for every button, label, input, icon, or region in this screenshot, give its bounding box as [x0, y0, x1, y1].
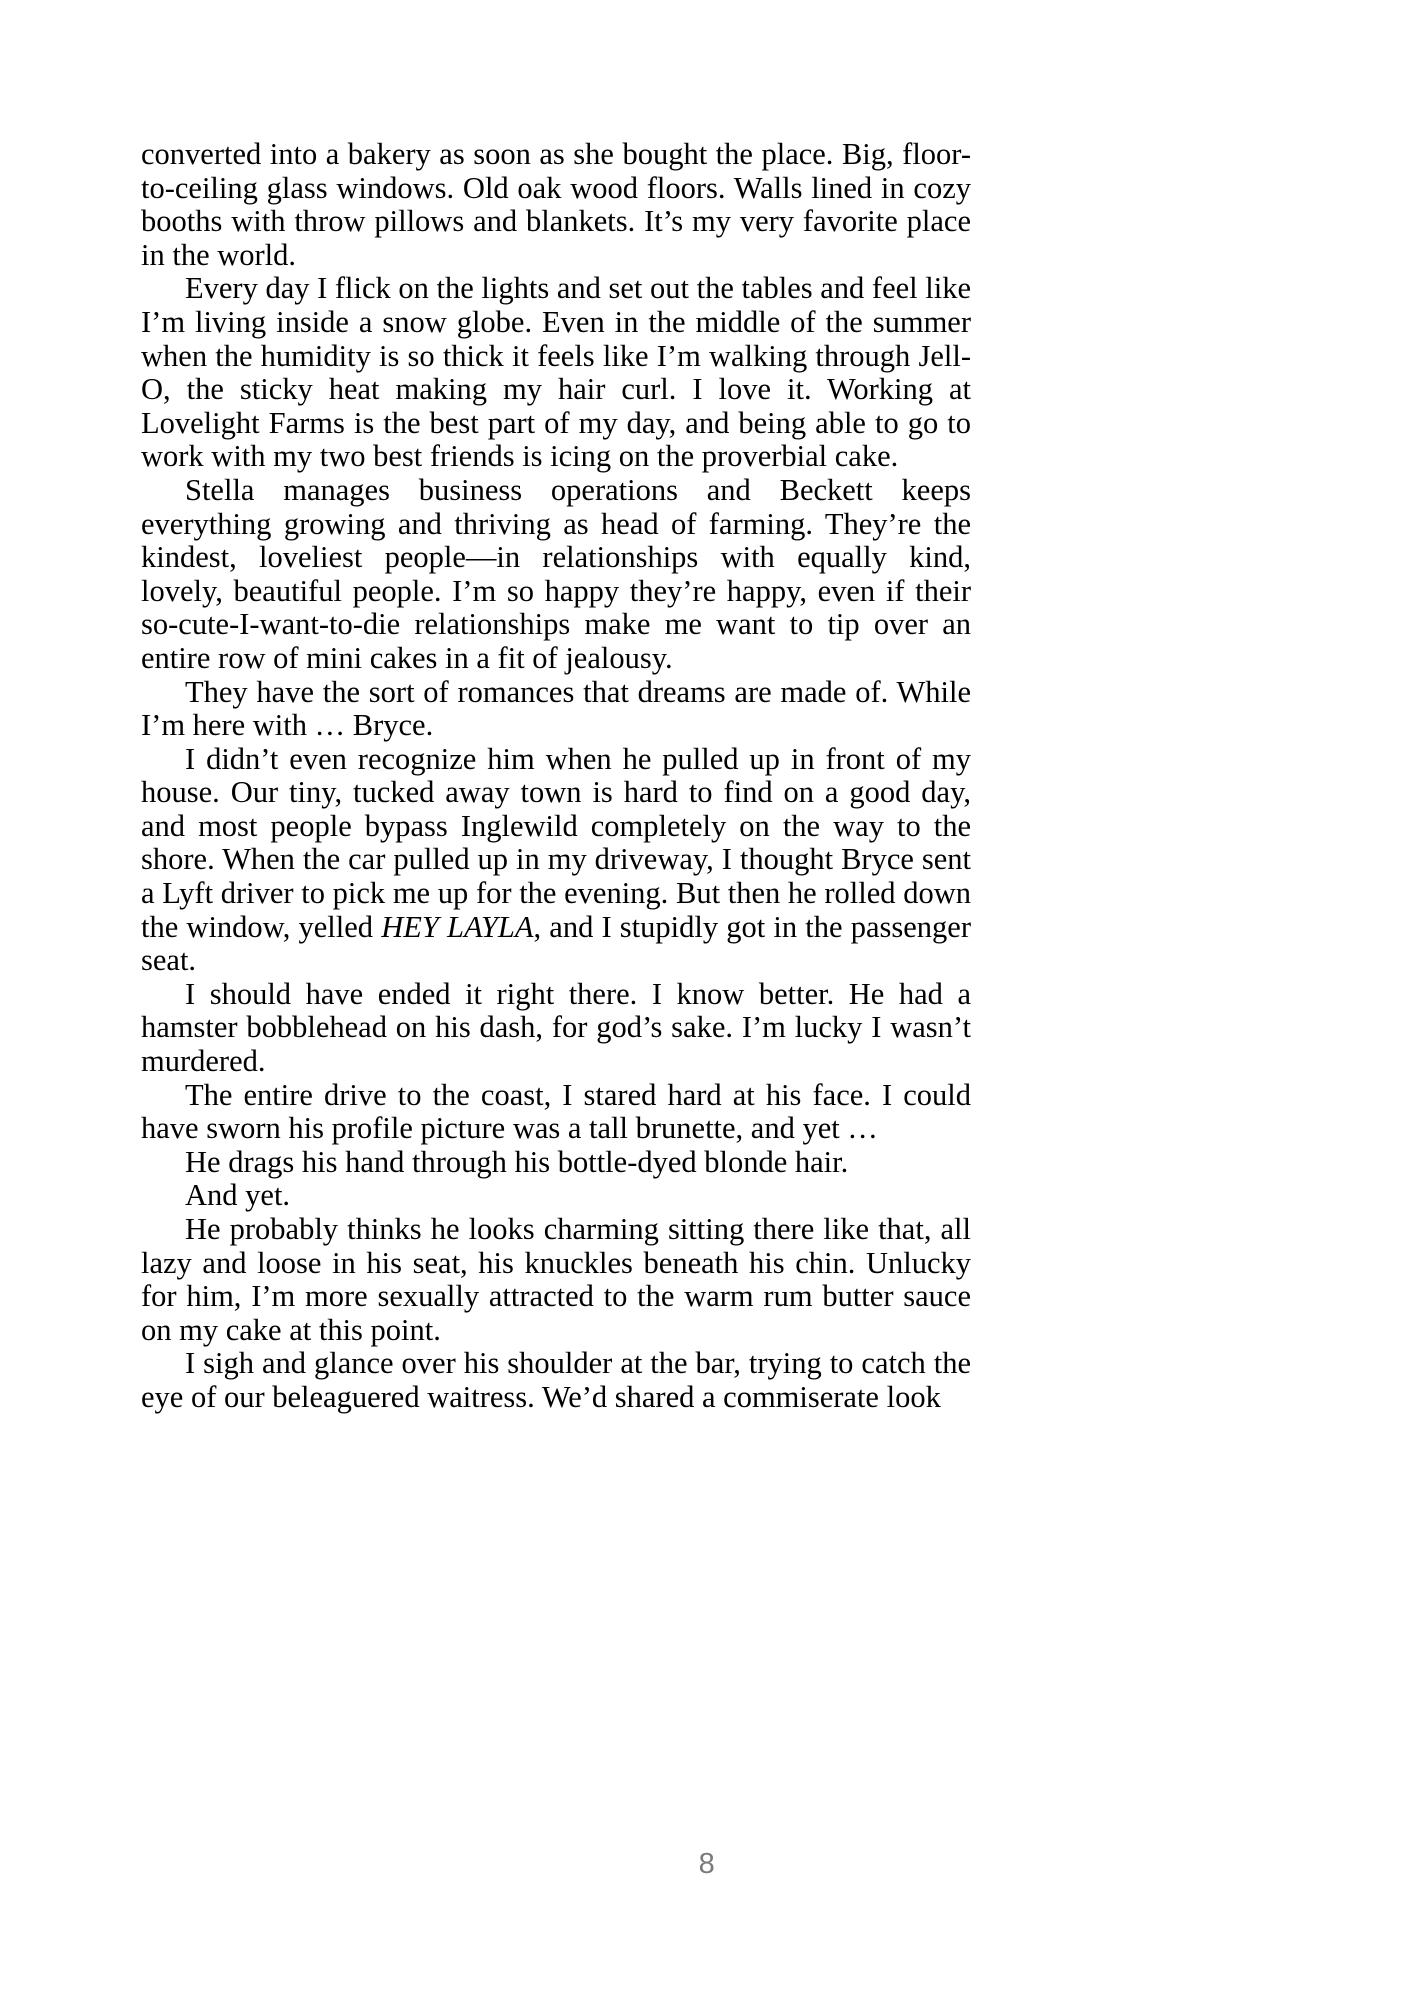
- paragraph-3: Stella manages business operations and Beckett keeps everything growing and thriving as head of farming. They’re the kindest, loveliest people—in relationships with equally kind, lovely, beautiful people. I’m so happy they’re happy, even if their so-cute-I-want-to-die relationships make me want to tip over an entire row of mini cakes in a fit of jealousy.: [141, 472, 971, 675]
- paragraph-2: Every day I flick on the lights and set out the tables and feel like I’m living inside a snow globe. Even in the middle of the summer when the humidity is so thick it feels like I’m walking through Jell-O, the sticky heat making my hair curl. I love it. Working at Lovelight Farms is the best part of my day, and being able to go to work with my two best friends is icing on the proverbial cake.: [141, 271, 971, 474]
- paragraph-7: The entire drive to the coast, I stared hard at his face. I could have sworn his profile picture was a tall brunette, and yet …: [141, 1077, 971, 1146]
- page-body-text: [141, 138, 971, 1415]
- paragraph-6: I should have ended it right there. I know better. He had a hamster bobblehead on his dash, for god’s sake. I’m lucky I wasn’t murdered.: [141, 976, 971, 1079]
- paragraph-5: [141, 743, 971, 978]
- paragraph-1: converted into a bakery as soon as she bought the place. Big, floor-to-ceiling glass windows. Old oak wood floors. Walls lined in cozy booths with throw pillows and blankets. It’s my very favorite place in the world.: [141, 137, 971, 272]
- paragraph-4: They have the sort of romances that dreams are made of. While I’m here with … Bryce.: [141, 674, 971, 743]
- paragraph-5-emphasis-hey-layla: HEY LAYLA: [381, 909, 534, 944]
- page-number: 8: [698, 1848, 716, 1880]
- paragraph-5-segment-3: , and I stupidly got in the passenger seat.: [141, 909, 971, 978]
- paragraph-5-segment-1: I didn’t even recognize him when he pulled up in front of my house. Our tiny, tucked away town is hard to find on a good day, and most people bypass Inglewild completely on the way to the shore. When the car pulled up in my driveway, I thought Bryce sent a Lyft driver to pick me up for the evening. But then he rolled down the window, yelled: [141, 741, 971, 944]
- paragraph-8: He drags his hand through his bottle-dyed blonde hair.: [185, 1144, 849, 1179]
- paragraph-10: He probably thinks he looks charming sitting there like that, all lazy and loose in his seat, his knuckles beneath his chin. Unlucky for him, I’m more sexually attracted to the warm rum butter sauce on my cake at this point.: [141, 1212, 971, 1347]
- paragraph-11: I sigh and glance over his shoulder at the bar, trying to catch the eye of our beleaguered waitress. We’d shared a commiserate look: [141, 1346, 971, 1414]
- paragraph-9: And yet.: [185, 1178, 291, 1213]
